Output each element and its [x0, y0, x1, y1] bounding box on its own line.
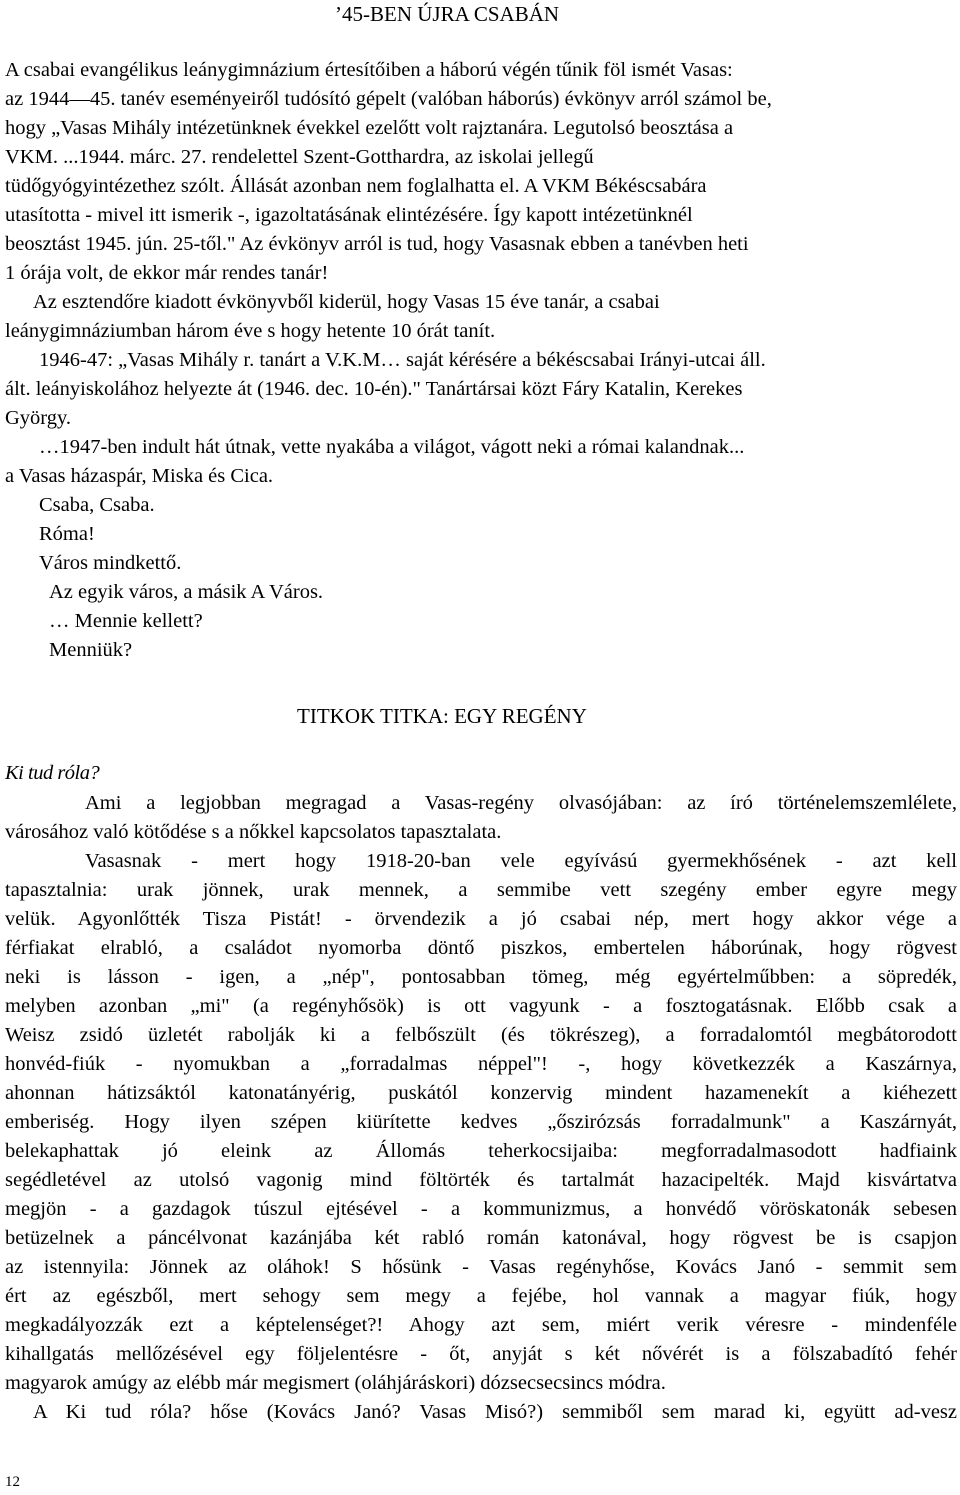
text-line: belekaphattak jó eleink az Állomás teherkocsijaiba: megforradalmasodott hadfiaink	[5, 1140, 957, 1162]
page-number: 12	[5, 1474, 20, 1490]
text-line: segédletével az utolsó vagonig mind föltörték és tartalmát hazacipelték. Majd kisvártatva	[5, 1169, 957, 1191]
paragraph-3	[5, 1398, 957, 1427]
text-line: városához való kötődése s a nőkkel kapcsolatos tapasztalata.	[5, 821, 502, 843]
text-line: melyben azonban „mi" (a regényhősök) is ott vagyunk - a fosztogatásnak. Előbb csak a	[5, 995, 957, 1017]
text-line: az istennyila: Jönnek az oláhok! S hősünk - Vasas regényhőse, Kovács Janó - semmit sem	[5, 1256, 957, 1278]
text-line: 1946-47: „Vasas Mihály r. tanárt a V.K.M… saját kérésére a békéscsabai Irányi-utcai áll.	[39, 349, 766, 371]
text-line: tapasztalnia: urak jönnek, urak mennek, a semmibe vett szegény ember egyre megy	[5, 879, 957, 901]
text-line: A Ki tud róla? hőse (Kovács Janó? Vasas Misó?) semmiből sem marad ki, együtt ad-vesz	[33, 1401, 957, 1423]
section-4	[5, 433, 957, 491]
paragraph-2	[5, 847, 957, 1398]
text-line: György.	[5, 407, 72, 429]
text-line: férfiakat elrabló, a családot nyomorba döntő piszkos, embertelen háborúnak, hogy rögvest	[5, 937, 957, 959]
text-line: Vasasnak - mert hogy 1918-20-ban vele egyívású gyermekhősének - azt kell	[85, 850, 957, 872]
section-2	[5, 288, 957, 346]
text-line: kihallgatás mellőzésével egy följelentésre - őt, anyját s két nővérét is a fölszabadító fehér	[5, 1343, 957, 1365]
text-line: a Vasas házaspár, Miska és Cica.	[5, 465, 274, 487]
text-line: megkadályozzák ezt a képtelenséget?! Ahogy azt sem, miért verik véresre - mindenféle	[5, 1314, 957, 1336]
text-line: ahonnan hátizsáktól katonatányérig, puskától konzervig mindent hazamenekít a kiéhezett	[5, 1082, 957, 1104]
poem-line: Menniük?	[49, 639, 133, 661]
text-line: az 1944—45. tanév eseményeiről tudósító gépelt (valóban háborús) évkönyv arról számol be,	[5, 88, 772, 110]
text-line: 1 órája volt, de ekkor már rendes tanár!	[5, 262, 329, 284]
poem-line: Az egyik város, a másik A Város.	[49, 581, 324, 603]
poem-line: Város mindkettő.	[39, 552, 182, 574]
text-line: betüzelnek a páncélvonat kazánjába két rabló román katonával, hogy rögvest be is csapjon	[5, 1227, 957, 1249]
text-line: hogy „Vasas Mihály intézetünknek évekkel ezelőtt volt rajztanára. Legutolsó beosztása a	[5, 117, 734, 139]
section-3	[5, 346, 957, 433]
poem-line: Róma!	[39, 523, 95, 545]
poem-line: Csaba, Csaba.	[39, 494, 155, 516]
text-line: Az esztendőre kiadott évkönyvből kiderül, hogy Vasas 15 éve tanár, a csabai	[33, 291, 660, 313]
text-line: ért az egészből, mert sehogy sem megy a fejébe, hol vannak a magyar fiúk, hogy	[5, 1285, 957, 1307]
poem	[5, 491, 957, 665]
text-line: A csabai evangélikus leánygimnázium értesítőiben a háború végén tűnik föl ismét Vasas:	[5, 59, 733, 81]
text-line: neki is lásson - igen, a „nép", pontosabban tömeg, még egyértelműbben: a söpredék,	[5, 966, 957, 988]
section-1	[5, 56, 957, 288]
paragraph-1	[5, 789, 957, 847]
text-line: honvéd-fiúk - nyomukban a „forradalmas néppel"! -, hogy következzék a Kaszárnya,	[5, 1053, 957, 1075]
page-title: ’45-BEN ÚJRA CSABÁN	[335, 2, 560, 26]
text-line: velük. Agyonlőtték Tisza Pistát! - örvendezik a jó csabai nép, mert hogy akkor vége a	[5, 908, 957, 930]
text-line: megjön - a gazdagok túszul ejtésével - a kommunizmus, a honvédő vöröskatonák sebesen	[5, 1198, 957, 1220]
work-title: Ki tud róla?	[5, 762, 100, 784]
text-line: Weisz zsidó üzletét rabolják ki a felbőszült (és tökrészeg), a forradalomtól megbátorodott	[5, 1024, 957, 1046]
text-line: magyarok amúgy az elébb már megismert (oláhjáráskori) dózsecsecsincs módra.	[5, 1372, 666, 1394]
text-line: …1947-ben indult hát útnak, vette nyakába a világot, vágott neki a római kalandnak...	[39, 436, 745, 458]
section-heading: TITKOK TITKA: EGY REGÉNY	[297, 704, 587, 728]
text-line: Ami a legjobban megragad a Vasas-regény olvasójában: az író történelemszemlélete,	[85, 792, 957, 814]
text-line: VKM. ...1944. márc. 27. rendelettel Szent-Gotthardra, az iskolai jellegű	[5, 146, 594, 168]
text-line: tüdőgyógyintézethez szólt. Állását azonban nem foglalhatta el. A VKM Békéscsabára	[5, 175, 707, 197]
text-line: leánygimnáziumban három éve s hogy hetente 10 órát tanít.	[5, 320, 496, 342]
text-line: utasította - mivel itt ismerik -, igazoltatásának elintézésére. Így kapott intézetünknél	[5, 204, 693, 226]
text-line: ált. leányiskolához helyezte át (1946. dec. 10-én)." Tanártársai közt Fáry Katalin, Kerekes	[5, 378, 743, 400]
poem-line: … Mennie kellett?	[49, 610, 203, 632]
text-line: emberiség. Hogy ilyen szépen kiürítette kedves „őszirózsás forradalmunk" a Kaszárnyát,	[5, 1111, 957, 1133]
text-line: beosztást 1945. jún. 25-től." Az évkönyv arról is tud, hogy Vasasnak ebben a tanévben heti	[5, 233, 749, 255]
